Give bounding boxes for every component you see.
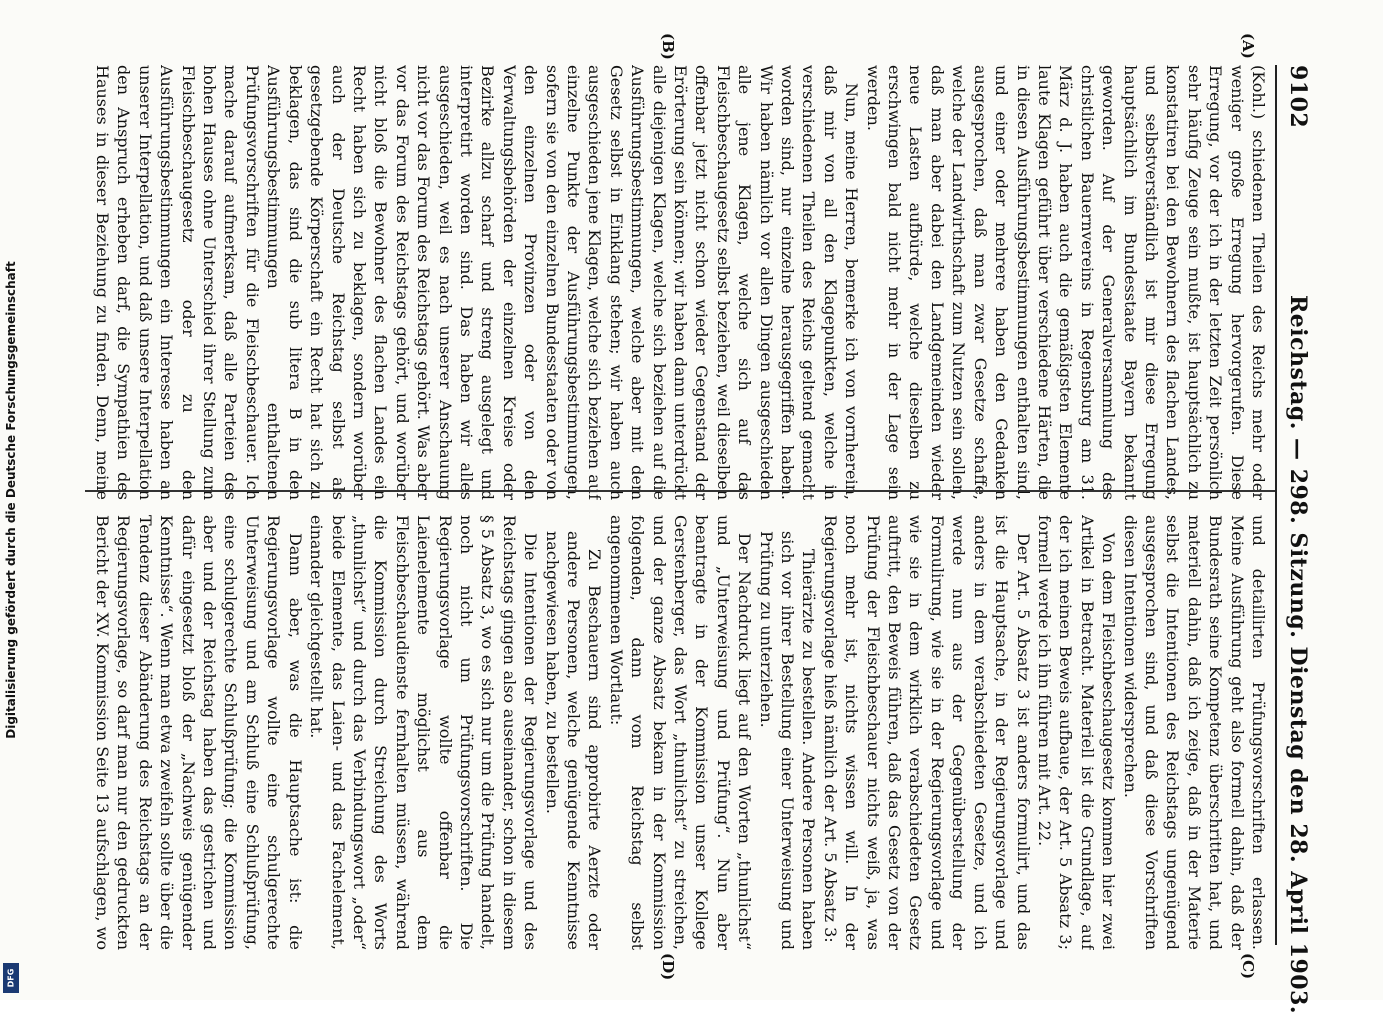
- left-column-paragraph: Nun, meine Herren, bemerke ich von vornherein, daß mir von all den Klagepunkten, welche in verschiedenen Theilen des Reichs geltend gemacht worden sind, nur einzelne herausgegriffen haben. Wir haben nämlich vor allen Dingen ausgeschieden alle jene Klagen, welche sich auf das Fleischbeschaugesetz selbst beziehen, weil dieselben offenbar jetzt nicht schon wieder Gegenstand der Erörterung sein können; wir haben dann unterdrückt alle diejenigen Klagen, welche sich beziehen auf die Ausführungsbestimmungen, welche aber mit dem Gesetz selbst in Einklang stehen; wir haben auch ausgeschieden jene Klagen, welche sich beziehen auf einzelne Punkte der Ausführungsbestimmungen, sofern sie von den einzelnen Bundesstaaten oder von den einzelnen Provinzen oder von den Verwaltungsbehörden der einzelnen Kreise oder Bezirke allzu scharf und streng ausgelegt und interpretirt worden sind. Das haben wir alles ausgeschieden, weil es nach unserer Anschauung nicht vor das Forum des Reichstags gehört. Was aber vor das Forum des Reichstags gehört, und worüber nicht bloß die Bewohner des flachen Landes ein Recht haben sich zu beklagen, sondern worüber auch der Deutsche Reichstag selbst als gesetzgebende Körperschaft ein Recht hat sich zu beklagen, das sind die sub litera B in den Ausführungsbestimmungen enthaltenen Prüfungsvorschriften für die Fleischbeschauer. Ich mache darauf aufmerksam, daß alle Parteien des hohen Hauses ohne Unterschied ihrer Stellung zum Fleischbeschaugesetz oder zu den Ausführungsbestimmungen ein Interesse haben an unserer Interpellation, und daß unsere Interpellation den Anspruch erheben darf, die Sympathien des Hauses in dieser Beziehung zu finden. Denn, meine: [92, 65, 861, 500]
- right-column-paragraph: Thierärzte zu bestellen. Andere Personen haben sich vor ihrer Bestellung einer Unterweisung und Prüfung zu unterziehen.: [756, 531, 818, 950]
- margin-marker-b: (B): [658, 33, 677, 60]
- right-column-paragraph: Der Art. 5 Absatz 3 ist anders formulirt, und das ist die Hauptsache, in der Regierungsvorlage und anders in dem verabschiedeten Gesetze, und ich werde nun aus der Gegenüberstellung der Formulirung, wie sie in der Regierungsvorlage und wie sie in dem wirklich verabschiedeten Gesetz auftritt, den Beweis führen, daß das Gesetz von der Prüfung der Fleischbeschauer nichts weiß, ja, was noch mehr ist, nichts wissen will. In der Regierungsvorlage hieß nämlich der Art. 5 Absatz 3:: [820, 515, 1033, 950]
- left-text-column: [89, 65, 1269, 500]
- left-column-paragraph: (Kohl.) schiedenen Theilen des Reichs mehr oder weniger große Erregung hervorgerufen. Diese Erregung, vor der ich in der letzten Zeit persönlich sehr häufig Zeuge sein mußte, ist hauptsächlich zu konstatiren bei den Bewohnern des flachen Landes, und selbstverständlich ist mir diese Erregung hauptsächlich im Bundesstaate Bayern bekannt geworden. Auf der Generalversammlung des christlichen Bauernvereins in Regensburg am 31. März d. J. haben auch die gemäßigsten Elemente laute Klagen geführt über verschiedene Härten, die in diesen Ausführungsbestimmungen enthalten sind, und einer oder mehrere haben den Gedanken ausgesprochen, daß man zwar Gesetze schaffe, welche der Landwirthschaft zum Nutzen sein sollen, daß man aber dabei den Landgemeinden wieder neue Lasten aufbürde, welche dieselben zu erschwingen bald nicht mehr in der Lage sein werden.: [863, 65, 1268, 500]
- page-header: [1277, 65, 1311, 1014]
- dfg-logo: [3, 963, 19, 993]
- margin-marker-c: (C): [1238, 953, 1257, 980]
- dfg-logo-text: DFG: [6, 968, 16, 988]
- right-column-paragraph: Zu Beschauern sind approbirte Aerzte oder andere Personen, welche genügende Kenntnisse nachgewiesen haben, zu bestellen.: [542, 531, 604, 950]
- right-column-paragraph: Die Intentionen der Regierungsvorlage und des Reichstags gingen also auseinander, schon in diesem § 5 Absatz 3, wo es sich nur um die Prüfung handelt, noch nicht um Prüfungsvorschriften. Die Regierungsvorlage wollte offenbar die Laienelemente möglichst aus dem Fleischbeschaudienste fernhalten müssen, während die Kommission durch Streichung des Worts „thunlichst“ und durch das Verbindungswort „oder“ beide Elemente, das Laien- und das Fachelement, einander gleichgestellt hat.: [306, 515, 540, 950]
- right-text-column: [89, 515, 1269, 950]
- credit-text: Digitalisierung gefördert durch die Deutsche Forschungsgemeinschaft: [4, 261, 18, 739]
- header-rule: [1275, 65, 1277, 945]
- margin-marker-d: (D): [658, 953, 677, 981]
- right-column-paragraph: und detaillirten Prüfungsvorschriften erlassen. Meine Ausführung geht also formell dahin, daß der Bundesrath seine Kompetenz überschritten hat, und materiell dahin, daß ich zeige, daß in der Materie selbst die Intentionen des Reichstags ungenügend ausgesprochen sind, und daß diese Vorschriften diesen Intentionen widersprechen.: [1120, 515, 1268, 950]
- right-column-paragraph: Von dem Fleischbeschaugesetz kommen hier zwei Artikel in Betracht. Materiell ist die Grundlage, auf der ich meinen Beweis aufbaue, der Art. 5 Absatz 3; formell werde ich ihn führen mit Art. 22.: [1034, 515, 1118, 950]
- page-number: 9102: [1284, 65, 1311, 129]
- right-column-paragraph: Der Nachdruck liegt auf den Worten „thunlichst“ und „Unterweisung und Prüfung“. Nun aber beantragte in der Kommission unser Kollege Gerstenberger, das Wort „thunlichst“ zu streichen, und der ganze Absatz bekam in der Kommission folgenden, dann vom Reichstag selbst angenommenen Wortlaut:: [606, 515, 754, 950]
- column-divider: [85, 490, 1275, 492]
- running-title: Reichstag. — 298. Sitzung. Dienstag den 28. April 1903.: [1284, 295, 1311, 1014]
- right-column-paragraph: Dann aber, was die Hauptsache ist: die Regierungsvorlage wollte eine schulgerechte Unterweisung und am Schluß eine Schlußprüfung, eine schulgerechte Schlußprüfung; die Kommission aber und der Reichstag haben das gestrichen und dafür eingesetzt bloß der „Nachweis genügender Kenntnisse“. Wenn man etwa zweifeln sollte über die Tendenz dieser Abänderung des Reichstags an der Regierungsvorlage, so darf man nur den gedruckten Bericht der XV. Kommission Seite 13 aufschlagen, wo: [92, 515, 305, 950]
- newspaper-page: [67, 25, 1317, 1014]
- margin-marker-a: (A): [1238, 33, 1257, 59]
- digitization-credit: [2, 40, 20, 960]
